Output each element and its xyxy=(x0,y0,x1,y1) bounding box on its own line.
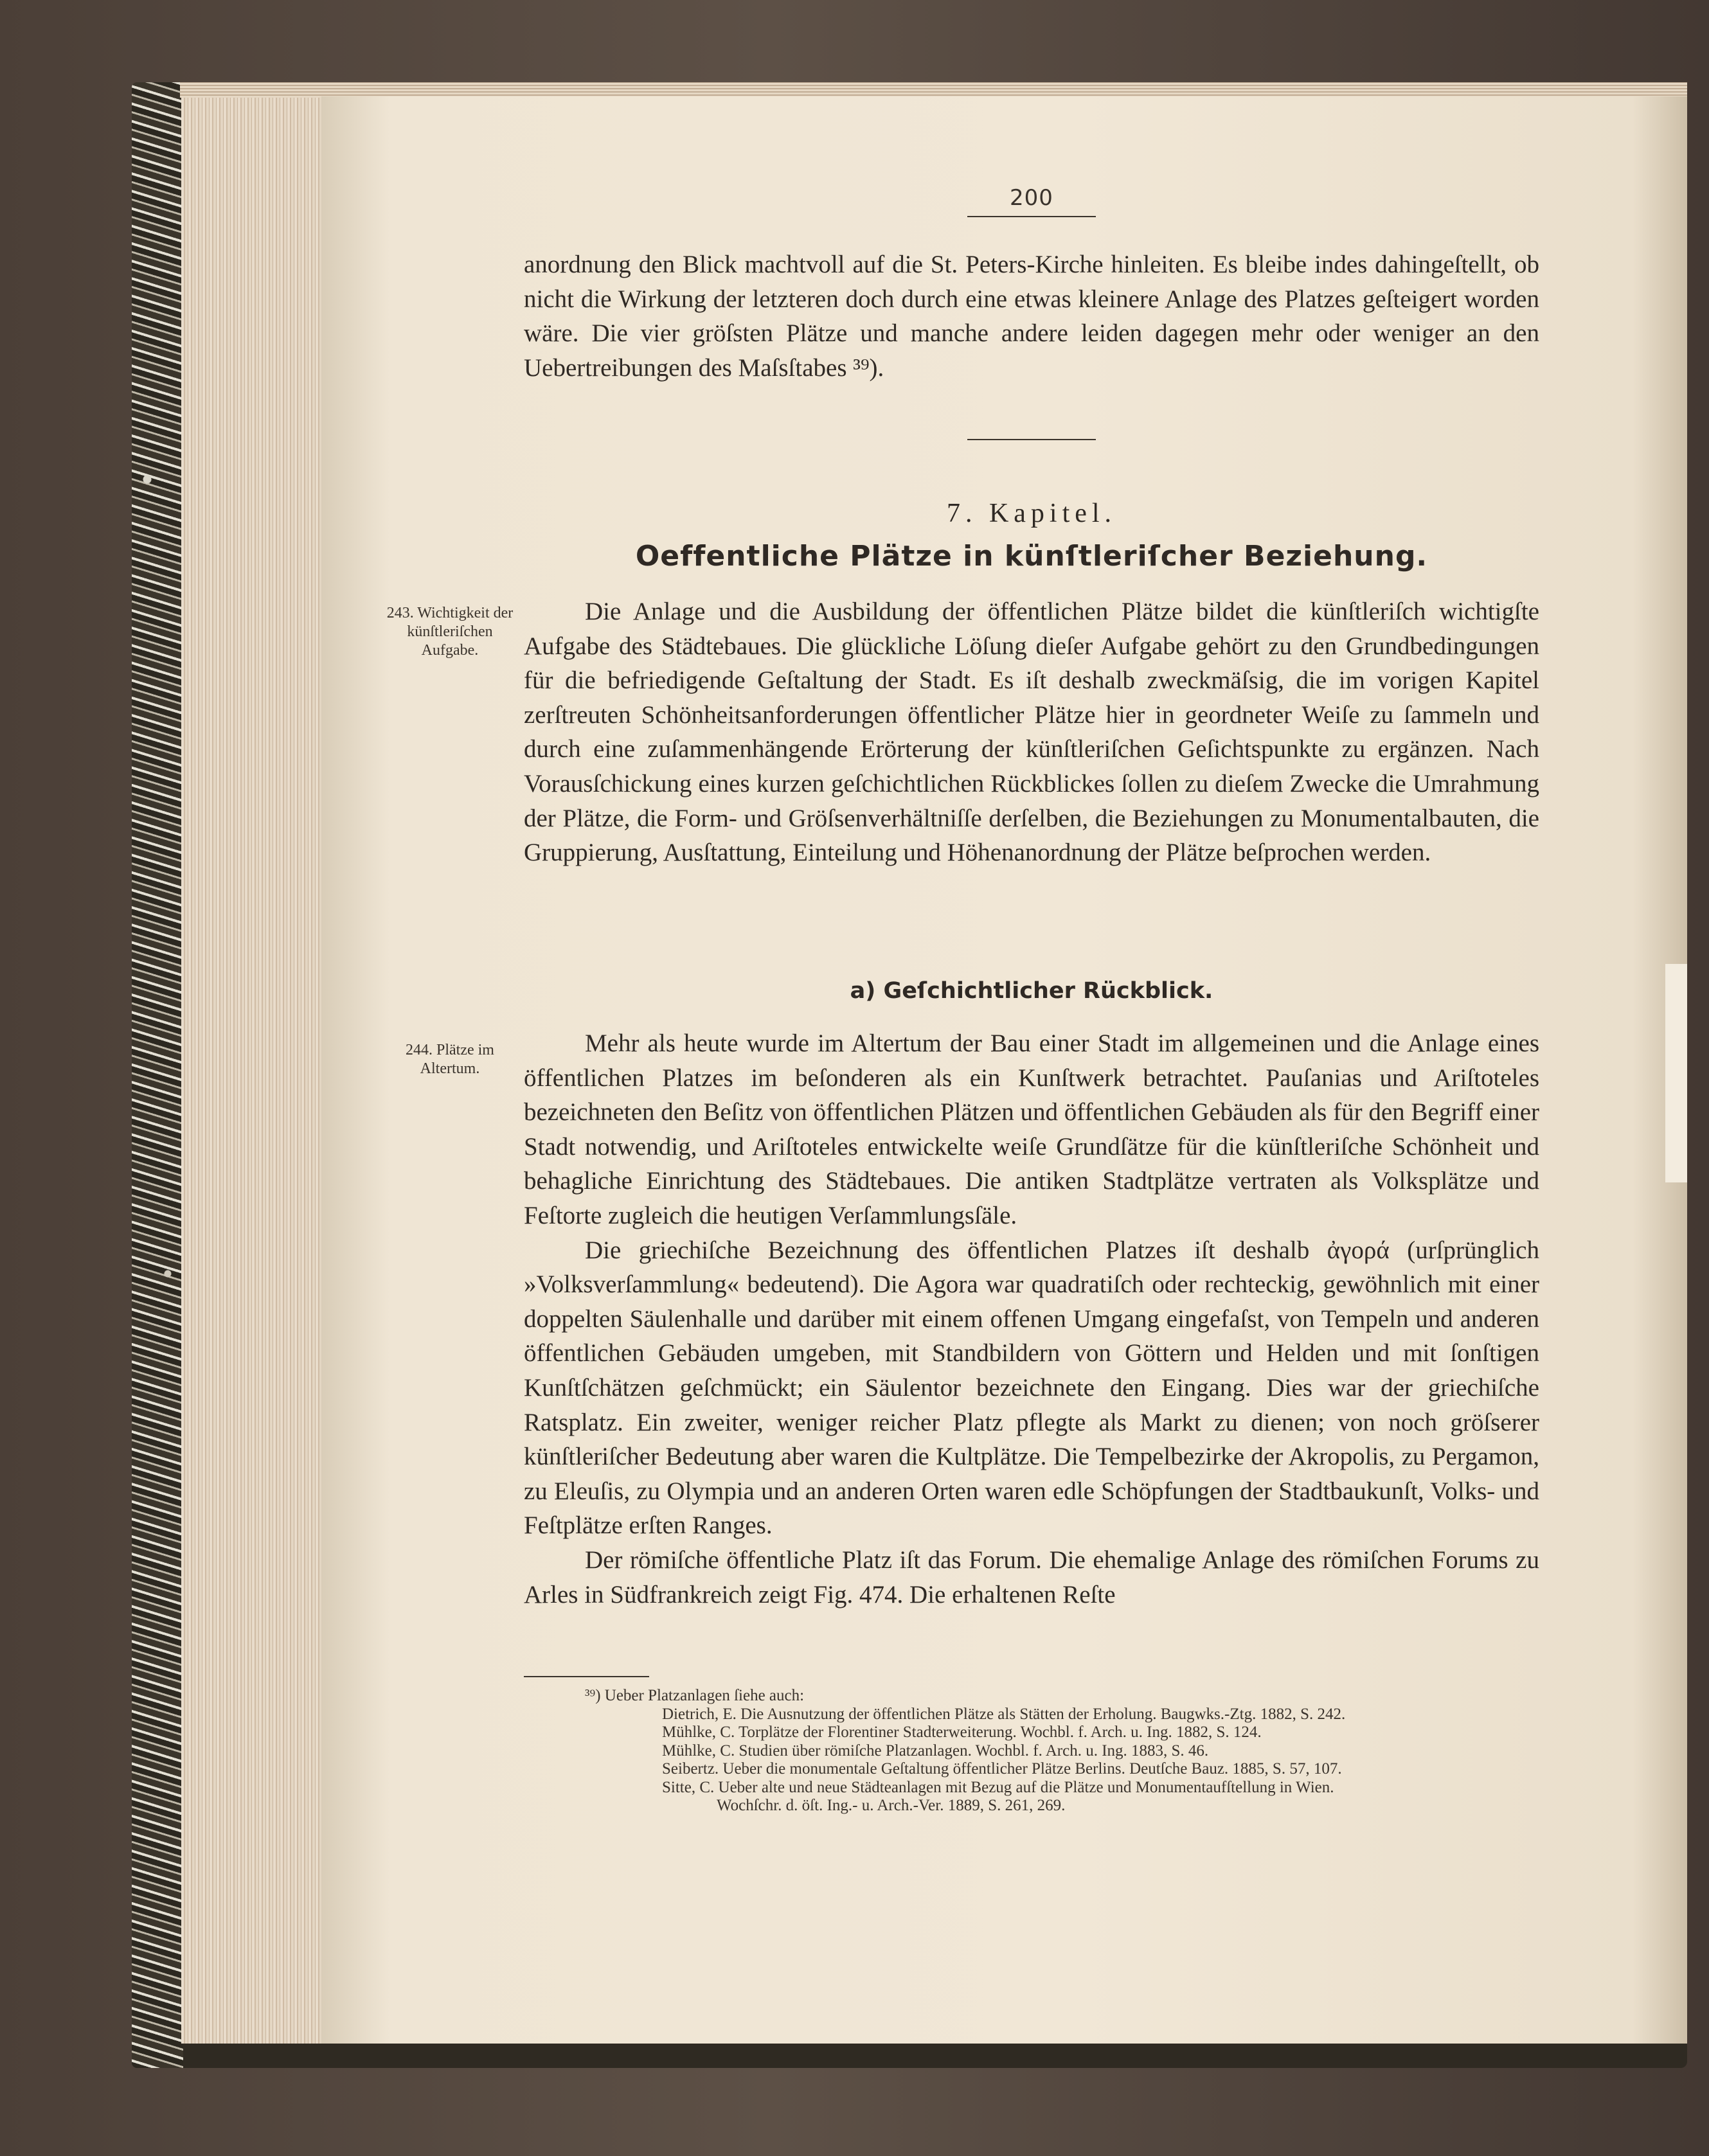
footnotes xyxy=(524,1687,1552,1815)
section-intro-block xyxy=(524,594,1539,870)
top-page-edge xyxy=(180,82,1687,98)
page-number: 200 xyxy=(1010,185,1053,211)
opening-paragraph: anordnung den Blick machtvoll auf die St. Peters-Kirche hinleiten. Es bleibe indes dahingeſtellt, ob nicht die Wirkung der letzteren doch durch eine etwas kleinere Anlage des Platzes geſteigert worden wäre. Die vier gröſsten Plätze und manche andere leiden dagegen mehr oder weniger an den Uebertreibungen des Maſsſtabes ³⁹). xyxy=(524,251,1539,382)
footnote-entry: Dietrich, E. Die Ausnutzung der öffentlichen Plätze als Stätten der Erholung. Baugwks.-Ztg. 1882, S. 242. xyxy=(662,1705,1346,1723)
page-tab xyxy=(1665,964,1687,1182)
footnote-rule xyxy=(524,1676,649,1677)
paragraph-agora: Die griechiſche Bezeichnung des öffentlichen Platzes iſt deshalb ἀγορά (urſprünglich »Volksverſammlung« bedeutend). Die Agora war quadratiſch oder rechteckig, gewöhnlich mit einer doppelten Säulenhalle und darüber mit einem offenen Umgang eingefaſst, von Tempeln und anderen öffentlichen Gebäuden umgeben, mit Standbildern von Göttern und Helden und mit ſonſtigen Kunſtſchätzen geſchmückt; ein Säulentor bezeichnete den Eingang. Dies war der griechiſche Ratsplatz. Ein zweiter, weniger reicher Platz pflegte als Markt zu dienen; von noch gröſserer künſtleriſcher Bedeutung aber waren die Kultplätze. Die Tempelbezirke der Akropolis, zu Pergamon, zu Eleuſis, zu Olympia und an anderen Orten waren edle Schöpfungen der Stadtbaukunſt, Volks- und Feſtplätze erſten Ranges. xyxy=(524,1236,1539,1540)
section-intro-paragraph: Die Anlage und die Ausbildung der öffentlichen Plätze bildet die künſtleriſch wichtigſte Aufgabe des Städtebaues. Die glückliche Löſung dieſer Aufgabe gehört zu den Grundbedingungen für die befriedigende Geſtaltung der Stadt. Es iſt deshalb zweckmäſsig, die im vorigen Kapitel zerſtreuten Schönheitsanforderungen öffentlicher Plätze hier in geordneter Weiſe zu ſammeln und durch eine zuſammenhängende Erörterung der künſtleriſchen Geſichtspunkte zu ergänzen. Nach Vorausſchickung eines kurzen geſchichtlichen Rückblickes ſollen zu dieſem Zwecke die Umrahmung der Plätze, die Form- und Gröſsenverhältniſſe derſelben, die Beziehungen zu Monumentalbauten, die Gruppierung, Ausſtattung, Einteilung und Höhenanordnung der Plätze beſprochen werden. xyxy=(524,598,1539,867)
header-rule xyxy=(967,216,1096,217)
section-divider xyxy=(967,439,1096,440)
subsection-title: a) Geſchichtlicher Rückblick. xyxy=(850,978,1213,1004)
margin-note-243: 243. Wichtigkeit der künſtleriſchen Aufgabe. xyxy=(386,605,514,659)
opening-text xyxy=(524,247,1539,385)
marbled-spine xyxy=(132,82,183,2068)
page-edges xyxy=(181,93,326,2044)
footnote-entry: Mühlke, C. Studien über römiſche Platzanlagen. Wochbl. f. Arch. u. Ing. 1883, S. 46. xyxy=(662,1742,1209,1760)
footnote-continuation: Wochſchr. d. öſt. Ing.- u. Arch.-Ver. 1889, S. 261, 269. xyxy=(717,1797,1066,1814)
footnote-entry: Mühlke, C. Torplätze der Florentiner Stadterweiterung. Wochbl. f. Arch. u. Ing. 1882, S. 124. xyxy=(662,1724,1262,1741)
chapter-label: 7. Kapitel. xyxy=(946,499,1117,528)
paragraph-antiquity: Mehr als heute wurde im Altertum der Bau einer Stadt im allgemeinen und die Anlage eines öffentlichen Platzes im beſonderen als ein Kunſtwerk betrachtet. Pauſanias und Ariſtoteles bezeichneten den Beſitz von öffentlichen Plätzen und öffentlichen Gebäuden als für den Begriff einer Stadt notwendig, und Ariſtoteles entwickelte weiſe Grundſätze für die künſtleriſche Schönheit und behagliche Einrichtung des Städtebaues. Die antiken Stadtplätze vertraten als Volksplätze und Feſtorte zugleich die heutigen Verſammlungsſäle. xyxy=(524,1029,1539,1229)
footnote-entry: Sitte, C. Ueber alte und neue Städteanlagen mit Bezug auf die Plätze und Monumentaufſtellung in Wien. xyxy=(662,1778,1334,1796)
chapter-title: Oeffentliche Plätze in künſtleriſcher Beziehung. xyxy=(635,540,1428,573)
paragraph-forum: Der römiſche öffentliche Platz iſt das Forum. Die ehemalige Anlage des römiſchen Forums zu Arles in Südfrankreich zeigt Fig. 474. Die erhaltenen Reſte xyxy=(524,1546,1539,1608)
margin-note-244: 244. Plätze im Altertum. xyxy=(406,1042,494,1077)
footnote-heading: ³⁹) Ueber Platzanlagen ſiehe auch: xyxy=(585,1687,805,1704)
history-text xyxy=(524,1026,1539,1612)
footnote-entry: Seibertz. Ueber die monumentale Geſtaltung öffentlicher Plätze Berlins. Deutſche Bauz. 1885, S. 57, 107. xyxy=(662,1760,1342,1777)
